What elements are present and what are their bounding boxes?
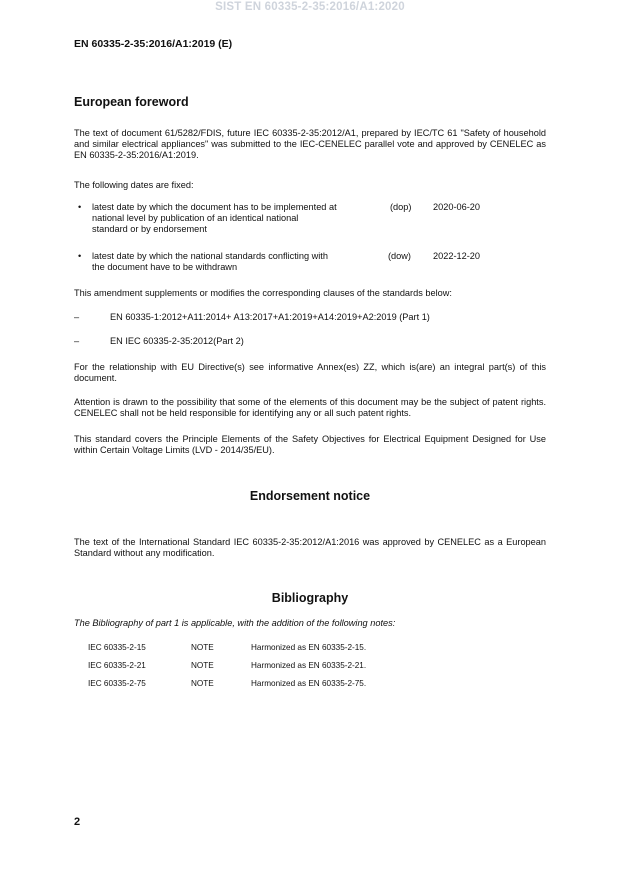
page-number: 2: [74, 816, 81, 828]
dates-intro: The following dates are fixed:: [74, 180, 194, 190]
standard-part2: EN IEC 60335-2-35:2012(Part 2): [110, 336, 244, 346]
date-value-dow: 2022-12-20: [433, 251, 480, 261]
patent-text: Attention is drawn to the possibility that some of the elements of this document may be the subject of patent rights. CENELEC shall not be held responsible for identifying any or all such patent rights.: [74, 397, 546, 418]
supplements-text: This amendment supplements or modifies the corresponding clauses of the standards below:: [74, 288, 452, 298]
endorsement-text: The text of the International Standard IEC 60335-2-35:2012/A1:2016 was approved by CENELEC as a European Standard without any modification.: [74, 537, 546, 558]
bibliography-heading: Bibliography: [271, 591, 349, 605]
date-item-line: standard or by endorsement: [92, 224, 207, 234]
endorsement-heading: Endorsement notice: [249, 489, 371, 503]
bib-text: Harmonized as EN 60335-2-15.: [251, 643, 367, 652]
bib-note: NOTE: [191, 679, 214, 688]
dash-marker: –: [74, 336, 80, 346]
date-code-dow: (dow): [388, 251, 411, 261]
dash-marker: –: [74, 312, 80, 322]
date-item-line: the document have to be withdrawn: [92, 262, 238, 272]
bib-text: Harmonized as EN 60335-2-21.: [251, 661, 367, 670]
bib-note: NOTE: [191, 643, 214, 652]
date-item-dow: [92, 251, 392, 273]
foreword-heading: European foreword: [74, 95, 189, 109]
bib-note: NOTE: [191, 661, 214, 670]
date-code-dop: (dop): [390, 202, 412, 212]
lvd-text: This standard covers the Principle Elements of the Safety Objectives for Electrical Equipment Designed for Use within Certain Voltage Limits (LVD - 2014/35/EU).: [74, 434, 546, 455]
date-item-dop: [92, 202, 392, 235]
bib-ref: IEC 60335-2-15: [88, 643, 146, 652]
bullet-marker: •: [78, 251, 82, 261]
date-item-line: national level by publication of an identical national: [92, 213, 299, 223]
date-item-line: latest date by which the national standards conflicting with: [92, 251, 328, 261]
standard-part1: EN 60335-1:2012+A11:2014+ A13:2017+A1:2019+A14:2019+A2:2019 (Part 1): [110, 312, 430, 322]
bibliography-intro: The Bibliography of part 1 is applicable, with the addition of the following notes:: [74, 618, 396, 628]
watermark-text: SIST EN 60335-2-35:2016/A1:2020: [215, 1, 405, 13]
bib-ref: IEC 60335-2-75: [88, 679, 146, 688]
bullet-marker: •: [78, 202, 82, 212]
document-id: EN 60335-2-35:2016/A1:2019 (E): [74, 38, 233, 50]
date-item-line: latest date by which the document has to be implemented at: [92, 202, 337, 212]
date-value-dop: 2020-06-20: [433, 202, 480, 212]
bib-text: Harmonized as EN 60335-2-75.: [251, 679, 367, 688]
foreword-intro: The text of document 61/5282/FDIS, future IEC 60335-2-35:2012/A1, prepared by IEC/TC 61 "Safety of household and similar electrical appliances" was submitted to the IEC-CENELEC parallel vote and approved by CENELEC as EN 60335-2-35:2016/A1:2019.: [74, 128, 546, 160]
bib-ref: IEC 60335-2-21: [88, 661, 146, 670]
eu-directive-text: For the relationship with EU Directive(s) see informative Annex(es) ZZ, which is(are) an integral part(s) of this document.: [74, 362, 546, 383]
